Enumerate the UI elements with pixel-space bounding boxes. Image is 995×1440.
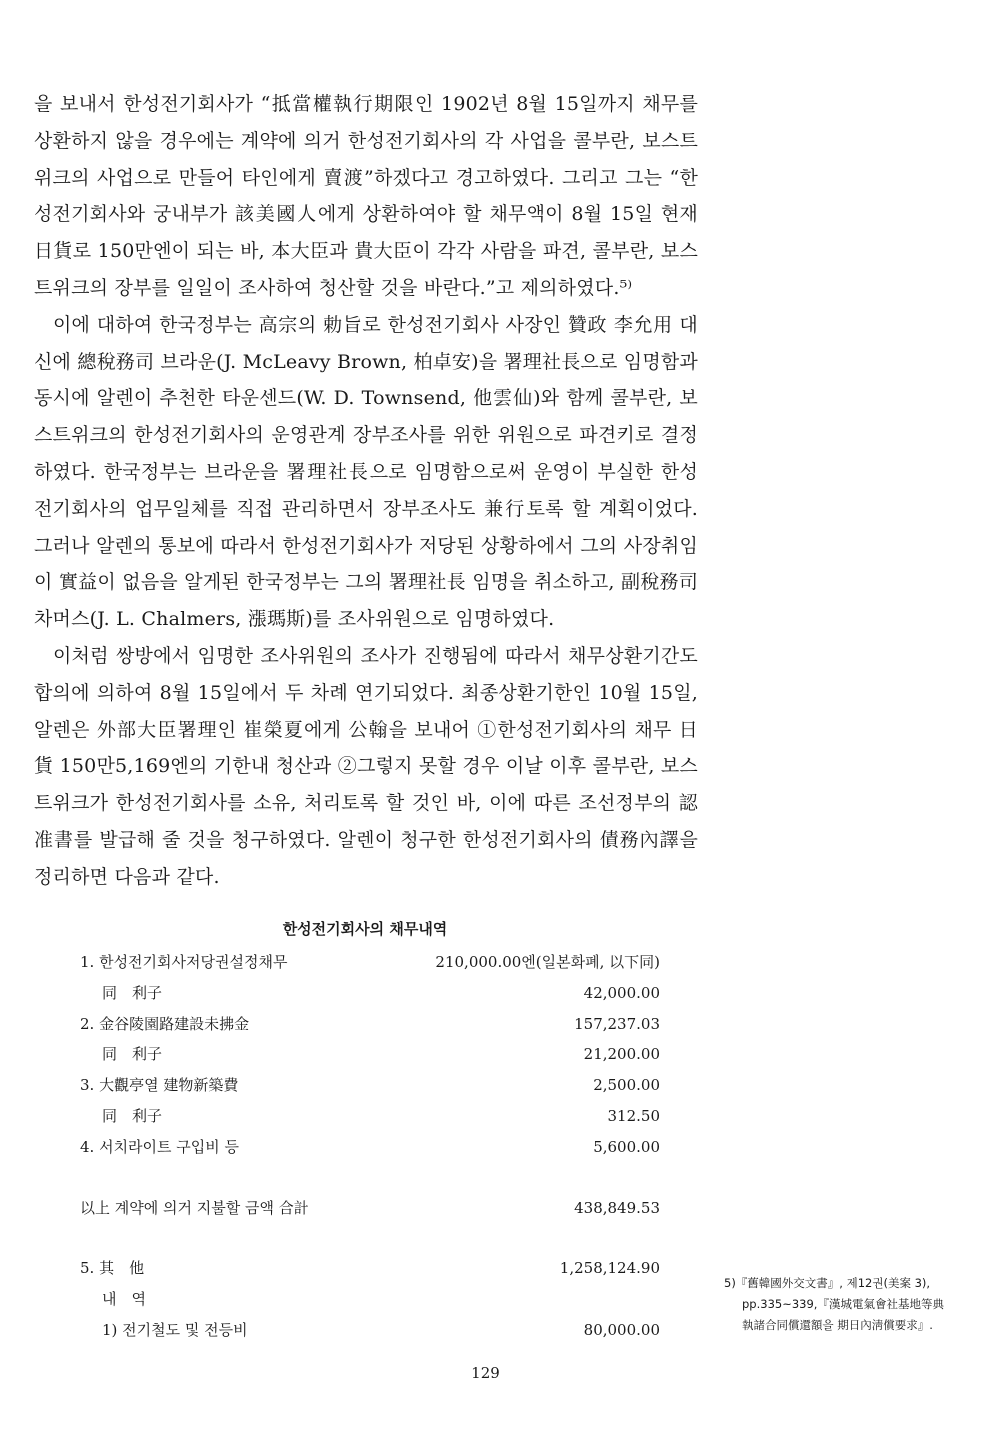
table-title: 한성전기회사의 채무내역 [282, 920, 448, 938]
table-row [80, 1013, 660, 1044]
paragraph-3: 이처럼 쌍방에서 임명한 조사위원의 조사가 진행됨에 따라서 채무상환기간도 합의에 의하여 8월 15일에서 두 차례 연기되었다. 최종상환기한인 10월 15일, 알렌은 外部大臣署理인 崔榮夏에게 公翰을 보내어 ①한성전기회사의 채무 日貨 150만5,169엔의 기한내 청산과 ②그렇지 못할 경우 이날 이후 콜부란, 보스트위크가 한성전기회사를 소유, 처리토록 할 것인 바, 이에 따른 조선정부의 認准書를 발급해 줄 것을 청구하였다. 알렌이 청구한 한성전기회사의 債務內譯을 정리하면 다음과 같다. [34, 644, 698, 888]
page-number: 129 [471, 1364, 500, 1382]
row-label: 3. 大觀亭열 建物新築費 [80, 1076, 239, 1095]
other-label: 5. 其 他 [80, 1259, 145, 1278]
row-amount: 2,500.00 [593, 1076, 660, 1095]
row-amount: 21,200.00 [583, 1045, 660, 1064]
spacer [80, 1227, 660, 1257]
other-row [80, 1257, 660, 1288]
row-amount: 42,000.00 [583, 983, 660, 1002]
footnote [724, 1273, 974, 1336]
row-amount: 312.50 [607, 1106, 660, 1125]
row-label: 1. 한성전기회사저당권설정채무 [80, 953, 288, 971]
table-row [80, 1319, 660, 1350]
row-label: 同 利子 [102, 1106, 163, 1125]
row-label: 2. 金谷陵園路建設未拂金 [80, 1014, 250, 1033]
table-row [80, 951, 660, 982]
debt-table [80, 918, 660, 1350]
row-amount: 5,600.00 [593, 1137, 660, 1156]
table-row [80, 982, 660, 1013]
subtotal-amount: 438,849.53 [574, 1198, 660, 1217]
row-label: 同 利子 [102, 1045, 163, 1064]
subtotal-row [80, 1197, 660, 1228]
row-amount: 210,000.00엔(일본화폐, 以下同) [435, 953, 660, 971]
row-label: 1) 전기철도 및 전등비 [102, 1320, 248, 1339]
row-amount: 157,237.03 [574, 1014, 660, 1033]
row-label: 同 利子 [102, 983, 163, 1002]
breakdown-heading-row [80, 1288, 660, 1319]
body-text [34, 86, 698, 896]
footnote-line: 5)『舊韓國外交文書』, 제12권(美案 3), [724, 1276, 931, 1290]
table-row [80, 1105, 660, 1136]
row-amount: 80,000.00 [583, 1320, 660, 1339]
table-row [80, 1136, 660, 1167]
paragraph-1: 을 보내서 한성전기회사가 “抵當權執行期限인 1902년 8월 15일까지 채무를 상환하지 않을 경우에는 계약에 의거 한성전기회사의 각 사업을 콜부란, 보스트위크의 사업으로 만들어 타인에게 賣渡”하겠다고 경고하였다. 그리고 그는 “한성전기회사와 궁내부가 該美國人에게 상환하여야 할 채무액이 8월 15일 현재 日貨로 150만엔이 되는 바, 本大臣과 貴大臣이 각각 사람을 파견, 콜부란, 보스트위크의 장부를 일일이 조사하여 청산할 것을 바란다.”고 제의하였다.⁵⁾ [34, 93, 698, 299]
spacer [80, 1167, 660, 1197]
subtotal-label: 以上 계약에 의거 지불할 금액 合計 [80, 1198, 309, 1217]
table-row [80, 1074, 660, 1105]
row-label: 4. 서치라이트 구입비 등 [80, 1137, 240, 1156]
footnote-line: pp.335~339,『漢城電氣會社基地等典 [742, 1297, 944, 1311]
other-amount: 1,258,124.90 [559, 1259, 660, 1278]
footnote-line: 執諸合同償還額을 期日內淸償要求』. [742, 1318, 933, 1332]
breakdown-label: 내 역 [102, 1290, 146, 1309]
table-row [80, 1043, 660, 1074]
paragraph-2: 이에 대하여 한국정부는 高宗의 勅旨로 한성전기회사 사장인 贊政 李允用 대신에 總稅務司 브라운(J. McLeavy Brown, 柏卓安)을 署理社長으로 임명함과 동시에 알렌이 추천한 타운센드(W. D. Townsend, 他雲仙)와 함께 콜부란, 보스트위크의 한성전기회사의 운영관계 장부조사를 위한 위원으로 파견키로 결정하였다. 한국정부는 브라운을 署理社長으로 임명함으로써 운영이 부실한 한성전기회사의 업무일체를 직접 관리하면서 장부조사도 兼行토록 할 계획이었다. 그러나 알렌의 통보에 따라서 한성전기회사가 저당된 상황하에서 그의 사장취임이 實益이 없음을 알게된 한국정부는 그의 署理社長 임명을 취소하고, 副稅務司 차머스(J. L. Chalmers, 漲瑪斯)를 조사위원으로 임명하였다. [34, 313, 698, 631]
